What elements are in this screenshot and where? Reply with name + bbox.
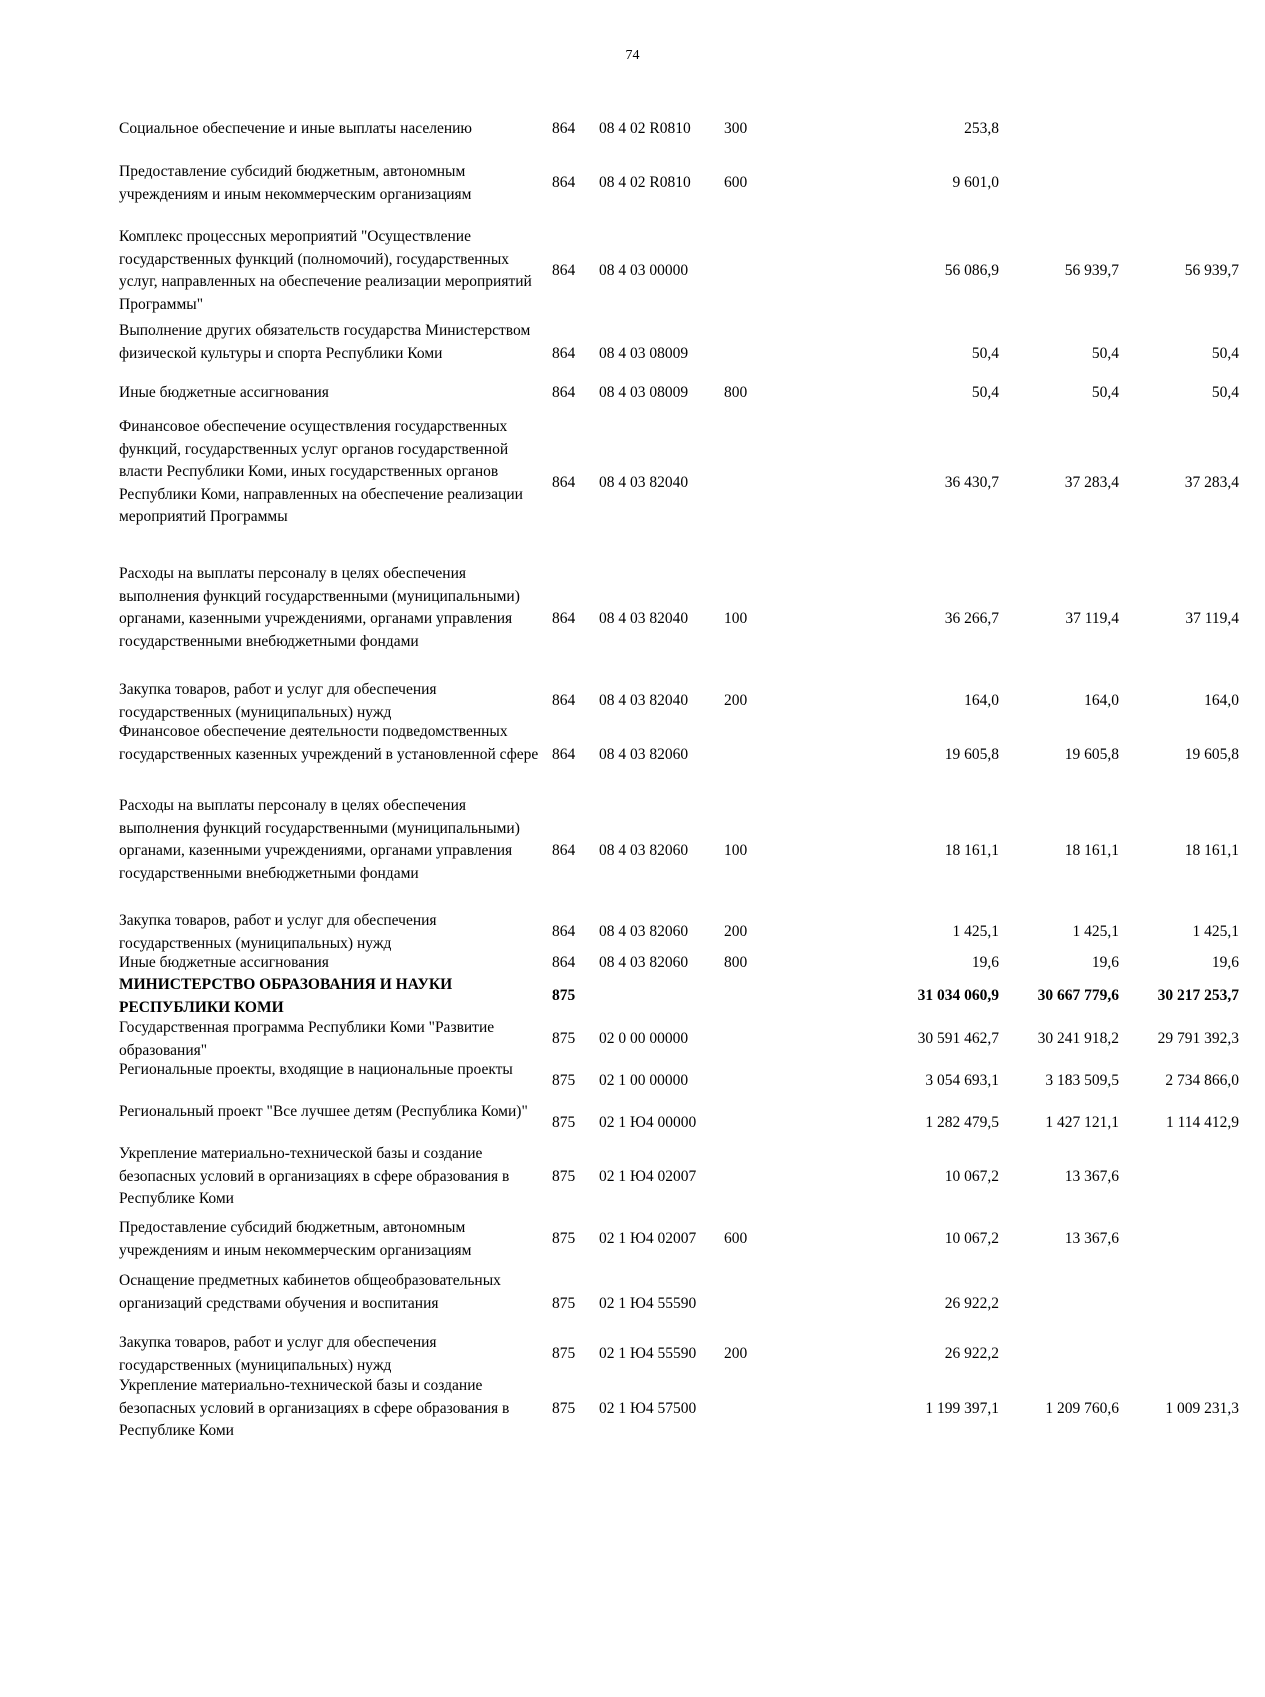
row-amount-y2: 1 427 121,1: [1045, 1114, 1119, 1132]
row-amount-y2: 30 241 918,2: [1037, 1030, 1119, 1048]
row-ved-code: 875: [552, 1399, 576, 1417]
row-amount-y3: 164,0: [1204, 692, 1239, 710]
row-description: Комплекс процессных мероприятий "Осуществление государственных функций (полномочий), государственных услуг, направленных на обеспечение реализации мероприятий Программы": [119, 228, 532, 313]
table-row: [119, 1017, 1239, 1062]
row-description: Выполнение других обязательств государства Министерством физической культуры и спорта Республики Коми: [119, 322, 531, 362]
table-row: [119, 679, 1239, 724]
row-description: Расходы на выплаты персоналу в целях обеспечения выполнения функций государственными (муниципальными) органами, казенными учреждениями, органами управления государственными внебюджетными фондами: [119, 797, 520, 882]
row-amount-y2: 13 367,6: [1064, 1167, 1119, 1185]
table-row: [119, 795, 1239, 908]
row-amount-y3: 50,4: [1211, 344, 1239, 362]
row-vr-code: 800: [724, 954, 748, 971]
row-csr-code: 08 4 03 82060: [599, 923, 689, 941]
row-ved-code: 864: [552, 120, 576, 137]
row-amount-y2: 164,0: [1084, 692, 1119, 710]
row-description: Расходы на выплаты персоналу в целях обеспечения выполнения функций государственными (муниципальными) органами, казенными учреждениями, органами управления государственными внебюджетными фондами: [119, 565, 520, 650]
row-description: Закупка товаров, работ и услуг для обеспечения государственных (муниципальных) нужд: [119, 681, 437, 721]
row-amount-y2: 30 667 779,6: [1037, 987, 1119, 1005]
row-ved-code: 875: [552, 1072, 576, 1090]
row-ved-code: 875: [552, 1294, 576, 1312]
row-amount-y3: 37 119,4: [1185, 610, 1239, 627]
row-ved-code: 864: [552, 954, 576, 971]
table-row: [119, 974, 1239, 1019]
row-amount-y2: 50,4: [1091, 384, 1119, 401]
row-description: Укрепление материально-технической базы и создание безопасных условий в организациях в сфере образования в Республике Коми: [119, 1377, 510, 1439]
row-csr-code: 02 1 Ю4 02007: [599, 1167, 697, 1185]
row-vr-code: 100: [724, 842, 748, 859]
row-amount-y1: 56 086,9: [944, 261, 999, 279]
table-row: [119, 416, 1239, 551]
row-amount-y1: 36 430,7: [944, 474, 999, 492]
row-ved-code: 875: [552, 987, 576, 1005]
row-description: Закупка товаров, работ и услуг для обеспечения государственных (муниципальных) нужд: [119, 912, 437, 952]
row-csr-code: 08 4 03 82040: [599, 474, 689, 492]
row-description: Государственная программа Республики Коми "Развитие образования": [119, 1019, 495, 1059]
row-csr-code: 08 4 02 R0810: [599, 174, 691, 192]
table-row: [119, 1270, 1129, 1338]
row-csr-code: 08 4 03 08009: [599, 344, 689, 362]
row-amount-y3: 29 791 392,3: [1157, 1030, 1239, 1048]
row-amount-y2: 1 209 760,6: [1045, 1399, 1119, 1417]
row-csr-code: 08 4 03 82060: [599, 745, 689, 763]
table-row: [119, 1217, 1129, 1262]
row-amount-y1: 253,8: [964, 120, 999, 137]
row-amount-y2: 18 161,1: [1064, 842, 1119, 859]
row-ved-code: 864: [552, 384, 576, 401]
row-csr-code: 02 1 00 00000: [599, 1072, 689, 1090]
row-amount-y3: 30 217 253,7: [1157, 987, 1239, 1005]
row-amount-y3: 50,4: [1211, 384, 1239, 401]
table-row: [119, 1101, 1239, 1146]
row-amount-y2: 19 605,8: [1064, 745, 1119, 763]
row-vr-code: 600: [724, 1230, 748, 1248]
row-description: Оснащение предметных кабинетов общеобразовательных организаций средствами обучения и воспитания: [119, 1272, 501, 1312]
row-amount-y2: 3 183 509,5: [1045, 1072, 1119, 1090]
row-description: Финансовое обеспечение осуществления государственных функций, государственных услуг органов государственной власти Республики Коми, иных государственных органов Республики Коми, направленных на обеспечение реализации мероприятий Программы: [119, 418, 523, 525]
row-amount-y2: 37 119,4: [1065, 610, 1119, 627]
row-vr-code: 300: [724, 120, 748, 137]
row-vr-code: 200: [724, 692, 748, 710]
row-amount-y1: 50,4: [971, 344, 999, 362]
row-amount-y2: 50,4: [1091, 344, 1119, 362]
row-amount-y1: 19 605,8: [944, 745, 999, 763]
row-amount-y1: 19,6: [971, 954, 999, 971]
table-row: [119, 1332, 1129, 1377]
row-ved-code: 864: [552, 923, 576, 941]
row-amount-y2: 56 939,7: [1064, 261, 1119, 279]
row-description: Финансовое обеспечение деятельности подведомственных государственных казенных учреждений в установленной сфере: [119, 723, 539, 763]
row-amount-y1: 3 054 693,1: [925, 1072, 999, 1090]
row-vr-code: 200: [724, 1345, 748, 1363]
table-row: [119, 563, 1239, 676]
row-amount-y1: 10 067,2: [944, 1167, 999, 1185]
row-amount-y2: 13 367,6: [1064, 1230, 1119, 1248]
row-amount-y2: 1 425,1: [1072, 923, 1119, 941]
row-amount-y1: 9 601,0: [952, 174, 999, 192]
row-ved-code: 875: [552, 1167, 576, 1185]
row-amount-y3: 1 114 412,9: [1165, 1114, 1239, 1132]
row-amount-y3: 19,6: [1211, 954, 1239, 971]
row-ved-code: 875: [552, 1114, 576, 1132]
row-amount-y3: 37 283,4: [1184, 474, 1239, 492]
row-vr-code: 100: [724, 610, 748, 627]
row-amount-y3: 1 009 231,3: [1165, 1399, 1239, 1417]
row-amount-y2: 37 283,4: [1064, 474, 1119, 492]
row-description: Социальное обеспечение и иные выплаты населению: [119, 120, 473, 137]
row-csr-code: 08 4 03 82060: [599, 842, 689, 859]
table-row: [119, 952, 1239, 975]
row-csr-code: 02 1 Ю4 57500: [599, 1399, 697, 1417]
row-description: Региональный проект "Все лучшее детям (Республика Коми)": [119, 1103, 528, 1120]
row-description: Иные бюджетные ассигнования: [119, 954, 329, 971]
table-row: [119, 1375, 1239, 1443]
row-ved-code: 864: [552, 474, 576, 492]
row-csr-code: 02 1 Ю4 55590: [599, 1294, 697, 1312]
row-ved-code: 864: [552, 610, 576, 627]
row-vr-code: 200: [724, 923, 748, 941]
row-amount-y1: 30 591 462,7: [917, 1030, 999, 1048]
table-row: [119, 320, 1239, 388]
row-csr-code: 08 4 03 00000: [599, 261, 689, 279]
row-description: Предоставление субсидий бюджетным, автономным учреждениям и иным некоммерческим организациям: [119, 1219, 472, 1259]
row-description: Предоставление субсидий бюджетным, автономным учреждениям и иным некоммерческим организациям: [119, 163, 472, 203]
row-ved-code: 864: [552, 842, 576, 859]
row-ved-code: 875: [552, 1345, 576, 1363]
row-csr-code: 08 4 02 R0810: [599, 120, 691, 137]
row-amount-y1: 18 161,1: [944, 842, 999, 859]
row-amount-y1: 1 425,1: [952, 923, 999, 941]
row-description: МИНИСТЕРСТВО ОБРАЗОВАНИЯ И НАУКИ РЕСПУБЛИКИ КОМИ: [119, 976, 453, 1016]
row-ved-code: 864: [552, 692, 576, 710]
table-row: [119, 226, 1239, 316]
row-vr-code: 600: [724, 174, 748, 192]
row-csr-code: 02 1 Ю4 00000: [599, 1114, 697, 1132]
row-csr-code: 08 4 03 82040: [599, 692, 689, 710]
row-vr-code: 800: [724, 384, 748, 401]
row-description: Региональные проекты, входящие в национальные проекты: [119, 1061, 513, 1078]
row-description: Иные бюджетные ассигнования: [119, 384, 329, 401]
row-amount-y1: 50,4: [971, 384, 999, 401]
row-ved-code: 864: [552, 174, 576, 192]
table-row: [119, 382, 1239, 405]
row-ved-code: 864: [552, 261, 576, 279]
row-csr-code: 02 0 00 00000: [599, 1030, 689, 1048]
table-row: [119, 1059, 1239, 1104]
row-amount-y1: 1 282 479,5: [925, 1114, 999, 1132]
row-csr-code: 08 4 03 08009: [599, 384, 689, 401]
row-amount-y1: 10 067,2: [944, 1230, 999, 1248]
row-amount-y1: 31 034 060,9: [917, 987, 999, 1005]
row-amount-y1: 26 922,2: [944, 1294, 999, 1312]
row-amount-y3: 18 161,1: [1184, 842, 1239, 859]
row-amount-y3: 19 605,8: [1184, 745, 1239, 763]
row-description: Закупка товаров, работ и услуг для обеспечения государственных (муниципальных) нужд: [119, 1334, 437, 1374]
table-row: [119, 910, 1239, 955]
row-amount-y1: 36 266,7: [944, 610, 999, 627]
row-ved-code: 875: [552, 1030, 576, 1048]
row-csr-code: 08 4 03 82060: [599, 954, 689, 971]
row-description: Укрепление материально-технической базы и создание безопасных условий в организациях в сфере образования в Республике Коми: [119, 1145, 510, 1207]
row-amount-y3: 2 734 866,0: [1165, 1072, 1239, 1090]
table-row: [119, 118, 1129, 141]
row-amount-y2: 19,6: [1091, 954, 1119, 971]
row-amount-y1: 26 922,2: [944, 1345, 999, 1363]
table-row: [119, 161, 1129, 206]
row-csr-code: 02 1 Ю4 02007: [599, 1230, 697, 1248]
row-csr-code: 08 4 03 82040: [599, 610, 689, 627]
row-amount-y3: 56 939,7: [1184, 261, 1239, 279]
table-row: [119, 1143, 1129, 1211]
page-number: 74: [625, 48, 640, 63]
row-ved-code: 864: [552, 344, 576, 362]
row-amount-y3: 1 425,1: [1192, 923, 1239, 941]
row-ved-code: 864: [552, 745, 576, 763]
row-amount-y1: 1 199 397,1: [925, 1399, 999, 1417]
row-csr-code: 02 1 Ю4 55590: [599, 1345, 697, 1363]
row-ved-code: 875: [552, 1230, 576, 1248]
row-amount-y1: 164,0: [964, 692, 999, 710]
table-row: [119, 721, 1239, 789]
